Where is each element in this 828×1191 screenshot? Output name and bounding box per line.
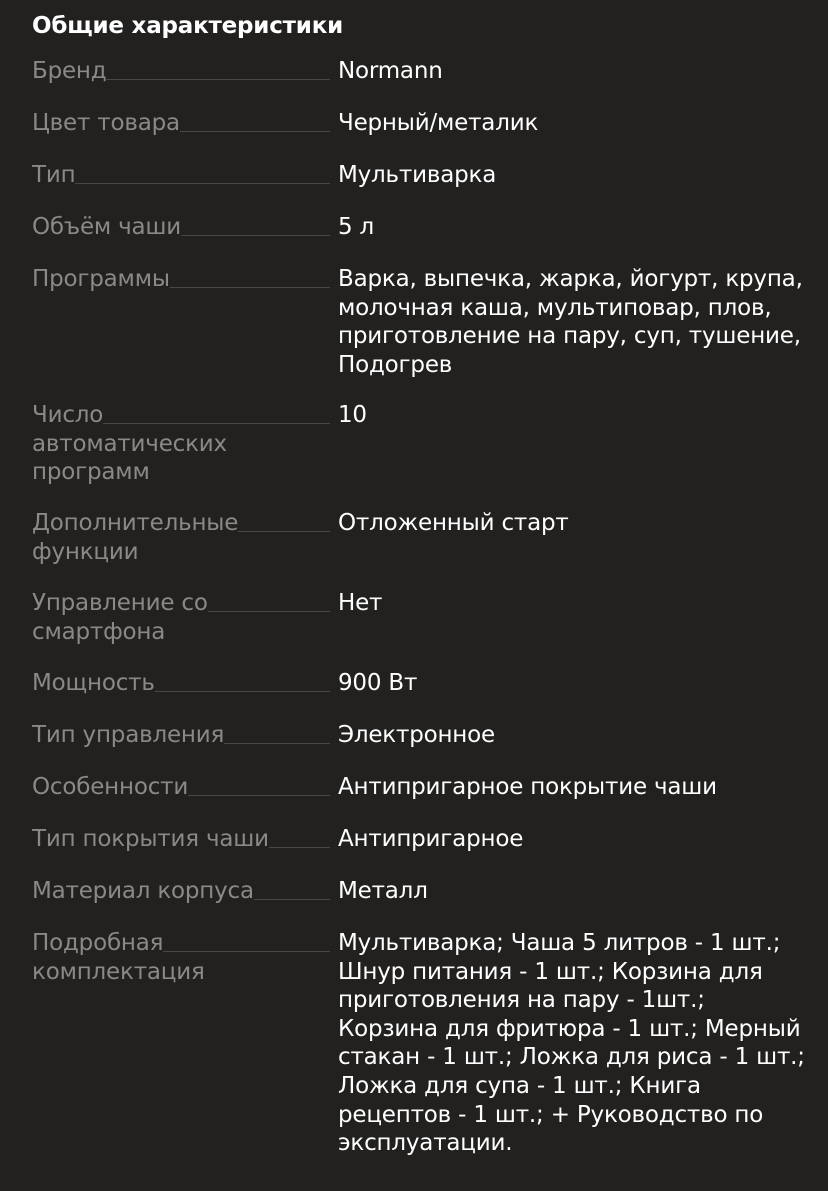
spec-value: Мультиварка; Чаша 5 литров - 1 шт.; Шнур питания - 1 шт.; Корзина для приготовления на пару - 1шт.; Корзина для фритюра - 1 шт.; Мерный стакан - 1 шт.; Ложка для риса - 1 шт.; Ложка для супа - 1 шт.; Книга рецептов - 1 шт.; + Руководство по эксплуатации. (338, 930, 805, 1157)
spec-name (32, 213, 332, 242)
spec-name (32, 721, 332, 750)
spec-name-text: Материал корпуса (32, 878, 254, 904)
spec-name-text: Особенности (32, 774, 189, 800)
spec-name-text: Цвет товара (32, 110, 180, 136)
spec-value: Нет (338, 590, 383, 616)
spec-value: 5 л (338, 214, 375, 240)
spec-name-text: Тип (32, 162, 76, 188)
spec-name (32, 161, 332, 190)
spec-value: Антипригарное (338, 826, 524, 852)
section-title: Общие характеристики (32, 13, 344, 39)
spec-name (32, 825, 332, 854)
spec-name-text: Число автоматических программ (32, 402, 227, 486)
spec-name (32, 877, 332, 906)
spec-name-text: Управление со смартфона (32, 590, 208, 645)
spec-value: Электронное (338, 722, 495, 748)
spec-name (32, 589, 247, 646)
spec-name-text: Дополнительные функции (32, 510, 239, 565)
spec-value: Отложенный старт (338, 510, 569, 536)
spec-name-text: Тип управления (32, 722, 225, 748)
spec-name (32, 57, 332, 86)
spec-name-text: Мощность (32, 670, 155, 696)
spec-name-text: Объём чаши (32, 214, 182, 240)
spec-name (32, 773, 332, 802)
spec-value: 900 Вт (338, 670, 418, 696)
spec-value: Антипригарное покрытие чаши (338, 774, 717, 800)
spec-name-text: Программы (32, 266, 170, 292)
spec-value: Normann (338, 58, 443, 84)
spec-name-text: Бренд (32, 58, 107, 84)
spec-value: 10 (338, 402, 367, 428)
spec-name-text: Тип покрытия чаши (32, 826, 269, 852)
spec-name (32, 669, 332, 698)
spec-value: Варка, выпечка, жарка, йогурт, крупа, молочная каша, мультиповар, плов, приготовление на пару, суп, тушение, Подогрев (338, 266, 803, 378)
spec-value: Черный/металик (338, 110, 539, 136)
spec-name (32, 929, 247, 986)
spec-name (32, 401, 247, 487)
spec-name (32, 109, 332, 138)
spec-value: Мультиварка (338, 162, 497, 188)
spec-value: Металл (338, 878, 428, 904)
spec-name (32, 509, 257, 566)
spec-name (32, 265, 332, 294)
spec-name-text: Подробная комплектация (32, 930, 205, 985)
